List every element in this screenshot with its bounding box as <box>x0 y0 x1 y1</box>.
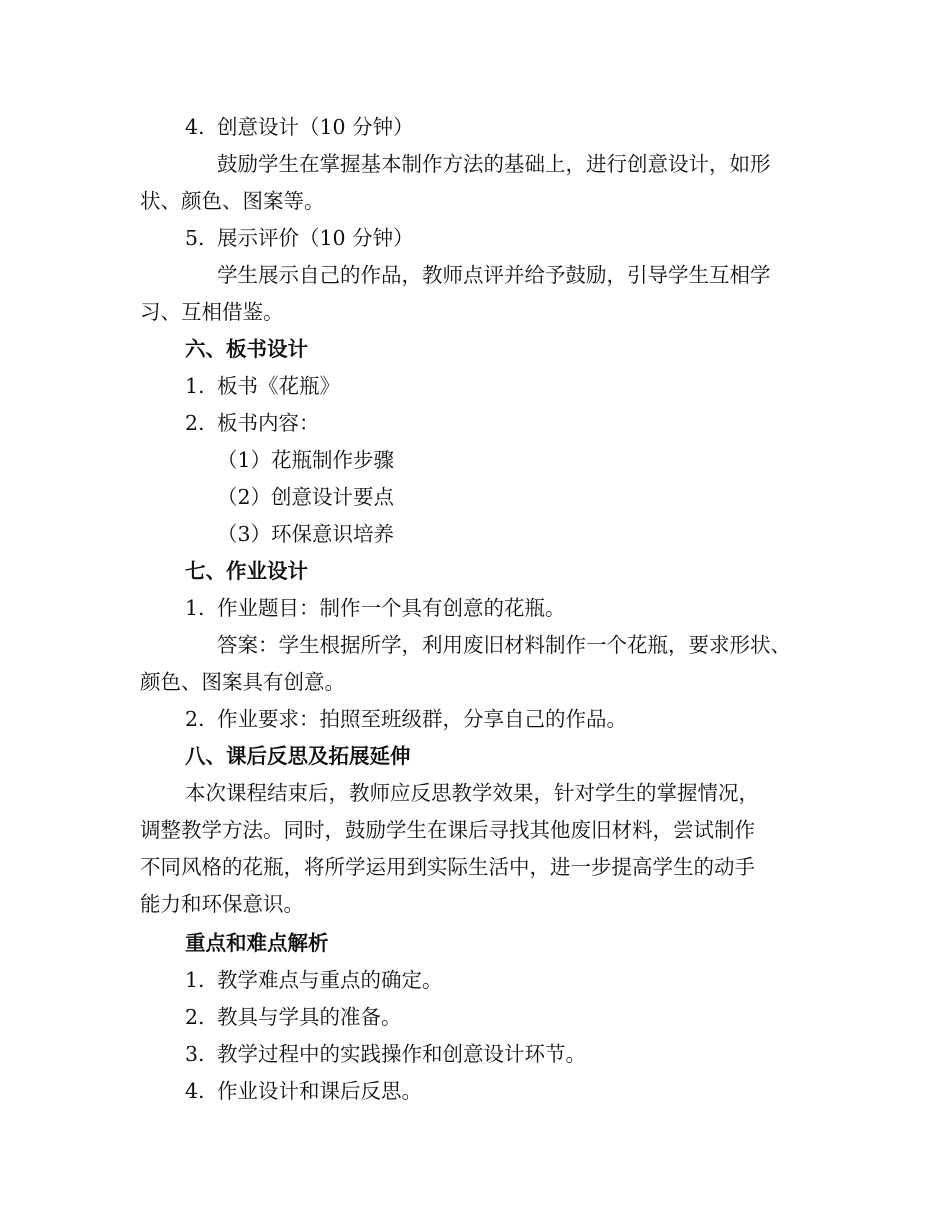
list-text: 作业题目：制作一个具有创意的花瓶。 <box>217 596 566 620</box>
list-number: 3. <box>185 1042 205 1066</box>
list-item <box>185 594 566 622</box>
list-item <box>185 224 414 252</box>
list-item <box>185 113 414 141</box>
list-number: 4. <box>185 1079 205 1103</box>
sub-list-item: （1）花瓶制作步骤 <box>217 448 395 472</box>
list-number: 4. <box>185 115 205 139</box>
list-number: 5. <box>185 226 205 250</box>
list-number: 1. <box>185 374 205 398</box>
paragraph-line: 学生展示自己的作品，教师点评并给予鼓励，引导学生互相学 <box>217 263 771 287</box>
list-item <box>185 1003 402 1031</box>
list-text: 展示评价（10 分钟） <box>217 226 414 250</box>
list-item <box>185 372 340 400</box>
list-text: 作业要求：拍照至班级群，分享自己的作品。 <box>217 707 627 731</box>
section-heading: 七、作业设计 <box>185 559 308 583</box>
sub-list-item: （2）创意设计要点 <box>217 485 395 509</box>
list-number: 2. <box>185 707 205 731</box>
paragraph-line: 状、颜色、图案等。 <box>140 189 325 213</box>
list-number: 1. <box>185 968 205 992</box>
section-heading: 六、板书设计 <box>185 337 308 361</box>
list-number: 2. <box>185 1005 205 1029</box>
paragraph-line: 本次课程结束后，教师应反思教学效果，针对学生的掌握情况， <box>185 781 759 805</box>
paragraph-line: 调整教学方法。同时，鼓励学生在课后寻找其他废旧材料，尝试制作 <box>140 818 755 842</box>
list-text: 教具与学具的准备。 <box>217 1005 402 1029</box>
list-number: 1. <box>185 596 205 620</box>
paragraph-line: 颜色、图案具有创意。 <box>140 670 345 694</box>
paragraph-line: 鼓励学生在掌握基本制作方法的基础上，进行创意设计，如形 <box>217 152 771 176</box>
paragraph-line: 不同风格的花瓶，将所学运用到实际生活中，进一步提高学生的动手 <box>140 855 755 879</box>
list-text: 教学难点与重点的确定。 <box>217 968 443 992</box>
list-number: 2. <box>185 411 205 435</box>
list-item <box>185 1040 586 1068</box>
paragraph-line: 习、互相借鉴。 <box>140 300 284 324</box>
section-heading: 重点和难点解析 <box>185 931 329 955</box>
list-item <box>185 705 627 733</box>
section-heading: 八、课后反思及拓展延伸 <box>185 744 411 768</box>
list-item <box>185 966 443 994</box>
list-text: 创意设计（10 分钟） <box>217 115 414 139</box>
list-text: 教学过程中的实践操作和创意设计环节。 <box>217 1042 586 1066</box>
list-item <box>185 409 320 437</box>
list-text: 作业设计和课后反思。 <box>217 1079 422 1103</box>
list-text: 板书内容： <box>217 411 320 435</box>
sub-list-item: （3）环保意识培养 <box>217 522 395 546</box>
list-text: 板书《花瓶》 <box>217 374 340 398</box>
paragraph-line: 能力和环保意识。 <box>140 892 304 916</box>
list-item <box>185 1077 422 1105</box>
paragraph-line: 答案：学生根据所学，利用废旧材料制作一个花瓶，要求形状、 <box>217 633 791 657</box>
